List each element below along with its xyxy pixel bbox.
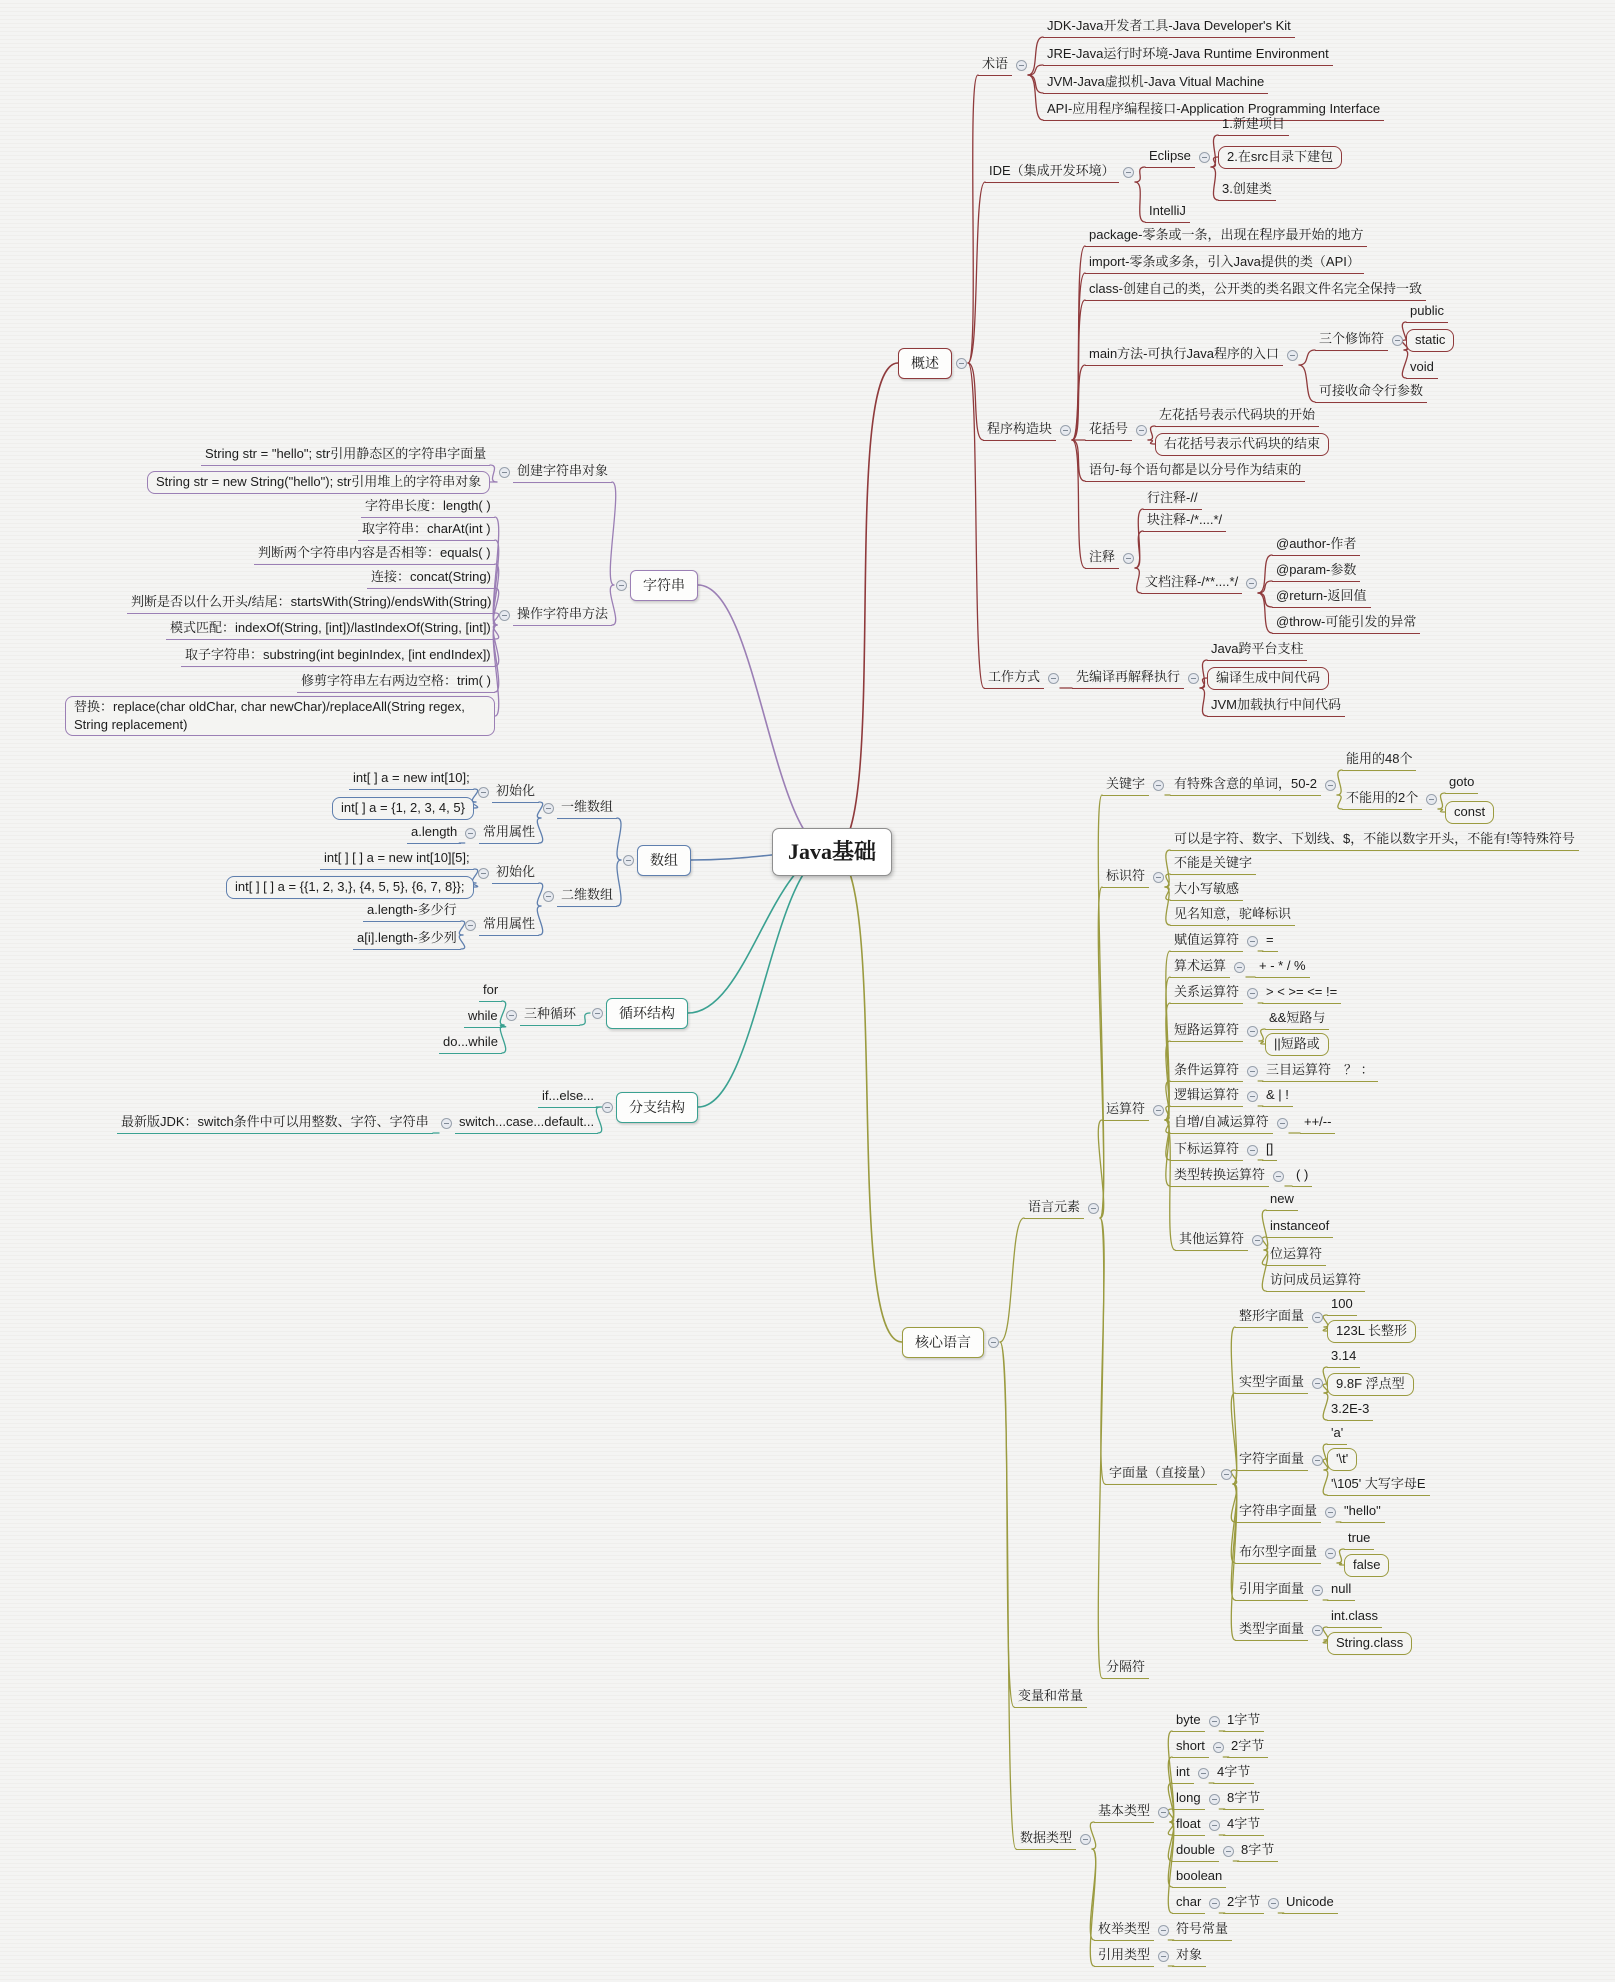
topic-lit5b[interactable]: false xyxy=(1344,1554,1389,1577)
collapse-icon[interactable] xyxy=(1209,1716,1220,1727)
topic-jvm[interactable]: JVM-Java虚拟机-Java Vitual Machine xyxy=(1043,72,1268,94)
topic-term[interactable]: 术语 xyxy=(978,54,1012,76)
topic-api[interactable]: API-应用程序编程接口-Application Programming Interface xyxy=(1043,99,1384,121)
topic-lfor[interactable]: for xyxy=(479,980,502,1002)
collapse-icon[interactable] xyxy=(1312,1585,1323,1596)
topic-a1[interactable]: int[ ] a = new int[10]; xyxy=(349,768,474,790)
topic-op10a[interactable]: new xyxy=(1266,1189,1298,1211)
topic-dim2[interactable]: 二维数组 xyxy=(557,885,617,907)
central-topic[interactable]: Java基础 xyxy=(772,828,892,876)
connector-line xyxy=(1135,531,1143,568)
connector-line xyxy=(1438,809,1445,812)
connector-line xyxy=(1211,167,1218,200)
topic-tcharu[interactable]: Unicode xyxy=(1282,1892,1338,1914)
connector-line xyxy=(832,852,902,1342)
collapse-icon[interactable] xyxy=(1325,1507,1336,1518)
topic-ref[interactable]: 引用类型 xyxy=(1094,1945,1154,1967)
topic-tdouble[interactable]: double xyxy=(1172,1840,1219,1862)
topic-lit7a[interactable]: int.class xyxy=(1327,1606,1382,1628)
topic-tlong[interactable]: long xyxy=(1172,1788,1205,1810)
collapse-icon[interactable] xyxy=(1234,962,1245,973)
topic-lwhile[interactable]: while xyxy=(464,1006,502,1028)
topic-tshortv[interactable]: 2字节 xyxy=(1227,1736,1268,1758)
topic-work[interactable]: 工作方式 xyxy=(984,667,1044,689)
collapse-icon[interactable] xyxy=(543,891,554,902)
collapse-icon[interactable] xyxy=(1213,1742,1224,1753)
topic-tlongv[interactable]: 8字节 xyxy=(1223,1788,1264,1810)
topic-co[interactable]: 核心语言 xyxy=(902,1327,984,1358)
topic-lit6v[interactable]: null xyxy=(1327,1579,1355,1601)
topic-lit3a[interactable]: 'a' xyxy=(1327,1423,1347,1445)
collapse-icon[interactable] xyxy=(1325,780,1336,791)
connector-line xyxy=(610,482,615,585)
collapse-icon[interactable] xyxy=(623,855,634,866)
connector-line xyxy=(472,789,477,802)
collapse-icon[interactable] xyxy=(465,920,476,931)
connector-line xyxy=(580,1013,590,1025)
collapse-icon[interactable] xyxy=(1268,1898,1279,1909)
collapse-icon[interactable] xyxy=(1153,780,1164,791)
topic-op2v[interactable]: + - * / % xyxy=(1255,956,1310,978)
collapse-icon[interactable] xyxy=(1198,1768,1209,1779)
collapse-icon[interactable] xyxy=(1252,1235,1263,1246)
topic-tdoublev[interactable]: 8字节 xyxy=(1237,1840,1278,1862)
collapse-icon[interactable] xyxy=(1080,1834,1091,1845)
collapse-icon[interactable] xyxy=(1277,1118,1288,1129)
topic-b1[interactable]: int[ ] [ ] a = new int[10][5]; xyxy=(320,848,474,870)
topic-bcmt[interactable]: 块注释-/*....*/ xyxy=(1143,510,1226,532)
topic-id4[interactable]: 见名知意，驼峰标识 xyxy=(1170,904,1295,926)
collapse-icon[interactable] xyxy=(988,1337,999,1348)
collapse-icon[interactable] xyxy=(1188,673,1199,684)
topic-tbool[interactable]: boolean xyxy=(1172,1866,1226,1888)
topic-r1[interactable]: a.length-多少行 xyxy=(363,900,461,922)
topic-sops[interactable]: 操作字符串方法 xyxy=(513,604,612,626)
topic-enum[interactable]: 枚举类型 xyxy=(1094,1919,1154,1941)
topic-mainm[interactable]: main方法-可执行Java程序的入口 xyxy=(1085,344,1283,366)
topic-bif[interactable]: if...else... xyxy=(538,1086,598,1108)
topic-lit3[interactable]: 字符字面量 xyxy=(1235,1449,1308,1471)
collapse-icon[interactable] xyxy=(1426,794,1437,805)
topic-pub[interactable]: public xyxy=(1406,301,1448,323)
topic-lit6[interactable]: 引用字面量 xyxy=(1235,1579,1308,1601)
topic-op[interactable]: 运算符 xyxy=(1102,1099,1149,1121)
collapse-icon[interactable] xyxy=(1016,60,1027,71)
topic-intellij[interactable]: IntelliJ xyxy=(1145,201,1190,223)
topic-dt[interactable]: 数据类型 xyxy=(1016,1828,1076,1850)
collapse-icon[interactable] xyxy=(1123,167,1134,178)
connector-line xyxy=(968,182,985,363)
topic-param[interactable]: @param-参数 xyxy=(1272,560,1360,582)
collapse-icon[interactable] xyxy=(1246,578,1257,589)
topic-prop1[interactable]: 常用属性 xyxy=(479,822,539,844)
topic-cmdarg[interactable]: 可接收命令行参数 xyxy=(1315,381,1427,403)
topic-lit2[interactable]: 实型字面量 xyxy=(1235,1372,1308,1394)
topic-lbrace[interactable]: 左花括号表示代码块的开始 xyxy=(1155,405,1319,427)
collapse-icon[interactable] xyxy=(1247,1091,1258,1102)
collapse-icon[interactable] xyxy=(1273,1171,1284,1182)
topic-op10c[interactable]: 位运算符 xyxy=(1266,1244,1326,1266)
collapse-icon[interactable] xyxy=(1312,1378,1323,1389)
collapse-icon[interactable] xyxy=(543,803,554,814)
topic-id3[interactable]: 大小写敏感 xyxy=(1170,879,1243,901)
collapse-icon[interactable] xyxy=(956,358,967,369)
topic-pcb[interactable]: 程序构造块 xyxy=(983,419,1056,441)
connector-line xyxy=(1000,1218,1024,1342)
topic-tshort[interactable]: short xyxy=(1172,1736,1209,1758)
topic-ov[interactable]: 概述 xyxy=(898,348,952,379)
topic-op9[interactable]: 类型转换运算符 xyxy=(1170,1165,1269,1187)
topic-pkg[interactable]: package-零条或一条，出现在程序最开始的地方 xyxy=(1085,225,1367,247)
topic-init1[interactable]: 初始化 xyxy=(492,781,539,803)
collapse-icon[interactable] xyxy=(441,1118,452,1129)
topic-op1[interactable]: 赋值运算符 xyxy=(1170,930,1243,952)
topic-jdk[interactable]: JDK-Java开发者工具-Java Developer's Kit xyxy=(1043,16,1295,38)
topic-s1[interactable]: String str = "hello"; str引用静态区的字符串字面量 xyxy=(201,444,490,466)
topic-ret[interactable]: @return-返回值 xyxy=(1272,586,1371,608)
collapse-icon[interactable] xyxy=(499,467,510,478)
collapse-icon[interactable] xyxy=(1199,152,1210,163)
collapse-icon[interactable] xyxy=(1312,1455,1323,1466)
collapse-icon[interactable] xyxy=(1123,553,1134,564)
connector-line xyxy=(698,585,832,852)
topic-lit2b[interactable]: 9.8F 浮点型 xyxy=(1327,1373,1414,1396)
topic-sep[interactable]: 分隔符 xyxy=(1102,1657,1149,1679)
collapse-icon[interactable] xyxy=(1312,1312,1323,1323)
topic-b2[interactable]: int[ ] [ ] a = {{1, 2, 3,}, {4, 5, 5}, {6, 7, 8}}; xyxy=(226,876,474,899)
connector-line xyxy=(1200,688,1207,716)
collapse-icon[interactable] xyxy=(1392,335,1403,346)
topic-scat[interactable]: 连接：concat(String) xyxy=(367,567,495,589)
collapse-icon[interactable] xyxy=(1153,872,1164,883)
topic-lp[interactable]: 循环结构 xyxy=(606,998,688,1029)
topic-dim1[interactable]: 一维数组 xyxy=(557,797,617,819)
topic-mod3[interactable]: 三个修饰符 xyxy=(1315,329,1388,351)
topic-op8[interactable]: 下标运算符 xyxy=(1170,1139,1243,1161)
topic-eclipse[interactable]: Eclipse xyxy=(1145,146,1195,168)
topic-kw48[interactable]: 能用的48个 xyxy=(1342,749,1416,771)
topic-lang[interactable]: 语言元素 xyxy=(1024,1197,1084,1219)
topic-op5v[interactable]: 三目运算符 ？ ： xyxy=(1262,1060,1378,1082)
topic-goto[interactable]: goto xyxy=(1445,772,1478,794)
topic-tintv[interactable]: 4字节 xyxy=(1213,1762,1254,1784)
collapse-icon[interactable] xyxy=(1247,988,1258,999)
topic-imp[interactable]: import-零条或多条，引入Java提供的类（API） xyxy=(1085,252,1364,274)
topic-op10d[interactable]: 访问成员运算符 xyxy=(1266,1270,1365,1292)
topic-cross[interactable]: Java跨平台支柱 xyxy=(1207,639,1307,661)
connector-line xyxy=(1098,1218,1103,1678)
connector-line xyxy=(968,75,978,363)
topic-id2[interactable]: 不能是关键字 xyxy=(1170,853,1256,875)
topic-lcmt[interactable]: 行注释-// xyxy=(1143,488,1202,510)
topic-kw2[interactable]: 不能用的2个 xyxy=(1342,788,1422,810)
topic-lit4[interactable]: 字符串字面量 xyxy=(1235,1501,1321,1523)
topic-lit5[interactable]: 布尔型字面量 xyxy=(1235,1542,1321,1564)
topic-varc[interactable]: 变量和常量 xyxy=(1014,1686,1087,1708)
connector-line xyxy=(1337,1549,1344,1563)
connector-line xyxy=(1090,1822,1095,1849)
topic-ldo[interactable]: do...while xyxy=(439,1032,502,1054)
connector-line xyxy=(1337,1563,1344,1565)
topic-slen[interactable]: 字符串长度：length( ) xyxy=(361,496,495,518)
collapse-icon[interactable] xyxy=(1136,425,1147,436)
topic-screate[interactable]: 创建字符串对象 xyxy=(513,461,612,483)
collapse-icon[interactable] xyxy=(592,1008,603,1019)
topic-schar[interactable]: 取字符串：charAt(int ) xyxy=(358,519,495,541)
connector-line xyxy=(1148,440,1155,444)
connector-line xyxy=(832,363,898,852)
topic-op4[interactable]: 短路运算符 xyxy=(1170,1020,1243,1042)
topic-lit2a[interactable]: 3.14 xyxy=(1327,1346,1360,1368)
topic-thr[interactable]: @throw-可能引发的异常 xyxy=(1272,612,1420,634)
topic-op10b[interactable]: instanceof xyxy=(1266,1216,1333,1238)
topic-tchar[interactable]: char xyxy=(1172,1892,1205,1914)
topic-op7v[interactable]: ++/-- xyxy=(1300,1112,1335,1134)
topic-author[interactable]: @author-作者 xyxy=(1272,534,1360,556)
topic-op4b[interactable]: ||短路或 xyxy=(1265,1033,1329,1056)
topic-lit1a[interactable]: 100 xyxy=(1327,1294,1357,1316)
connector-line xyxy=(1135,509,1143,568)
topic-r2[interactable]: a[i].length-多少列 xyxy=(353,928,461,950)
topic-op7[interactable]: 自增/自减运算符 xyxy=(1170,1112,1273,1134)
connector-line xyxy=(490,465,497,482)
collapse-icon[interactable] xyxy=(478,868,489,879)
connector-line xyxy=(1135,182,1145,222)
collapse-icon[interactable] xyxy=(1209,1794,1220,1805)
connector-line xyxy=(537,802,542,818)
topic-op5[interactable]: 条件运算符 xyxy=(1170,1060,1243,1082)
topic-sstart[interactable]: 判断是否以什么开头/结尾：startsWith(String)/endsWith(String) xyxy=(127,592,495,614)
connector-line xyxy=(688,852,832,1013)
collapse-icon[interactable] xyxy=(1060,425,1071,436)
collapse-icon[interactable] xyxy=(602,1102,613,1113)
topic-id1[interactable]: 可以是字符、数字、下划线、$，不能以数字开头，不能有!等特殊符号 xyxy=(1170,829,1579,851)
topic-op4a[interactable]: &&短路与 xyxy=(1265,1008,1329,1030)
topic-op3v[interactable]: > < >= <= != xyxy=(1262,982,1341,1004)
topic-tbytev[interactable]: 1字节 xyxy=(1223,1710,1264,1732)
collapse-icon[interactable] xyxy=(506,1010,517,1021)
topic-tcharv[interactable]: 2字节 xyxy=(1223,1892,1264,1914)
topic-jvmload[interactable]: JVM加载执行中间代码 xyxy=(1207,695,1345,717)
topic-op1v[interactable]: = xyxy=(1262,930,1278,952)
topic-prop2[interactable]: 常用属性 xyxy=(479,914,539,936)
topic-e1[interactable]: 1.新建项目 xyxy=(1218,114,1289,136)
collapse-icon[interactable] xyxy=(1158,1951,1169,1962)
topic-lit1b[interactable]: 123L 长整形 xyxy=(1327,1320,1416,1343)
connector-line xyxy=(1135,167,1145,182)
topic-lit7b[interactable]: String.class xyxy=(1327,1632,1412,1655)
collapse-icon[interactable] xyxy=(1247,936,1258,947)
topic-voi[interactable]: void xyxy=(1406,357,1438,379)
topic-enumv[interactable]: 符号常量 xyxy=(1172,1919,1232,1941)
connector-line xyxy=(617,818,621,860)
topic-kw[interactable]: 关键字 xyxy=(1102,774,1149,796)
topic-brace[interactable]: 花括号 xyxy=(1085,419,1132,441)
topic-op10[interactable]: 其他运算符 xyxy=(1175,1229,1248,1251)
topic-seq[interactable]: 判断两个字符串内容是否相等：equals( ) xyxy=(254,543,495,565)
collapse-icon[interactable] xyxy=(1209,1898,1220,1909)
collapse-icon[interactable] xyxy=(1088,1203,1099,1214)
connector-line xyxy=(1000,1342,1016,1849)
topic-loops3[interactable]: 三种循环 xyxy=(520,1004,580,1026)
topic-strim[interactable]: 修剪字符串左右两边空格：trim( ) xyxy=(297,671,495,693)
collapse-icon[interactable] xyxy=(1209,1820,1220,1831)
topic-e2[interactable]: 2.在src目录下建包 xyxy=(1218,146,1342,169)
collapse-icon[interactable] xyxy=(1048,673,1059,684)
topic-lit3c[interactable]: '\105' 大写字母E xyxy=(1327,1474,1430,1496)
topic-lit5a[interactable]: true xyxy=(1344,1528,1374,1550)
collapse-icon[interactable] xyxy=(1221,1469,1232,1480)
connector-line xyxy=(698,852,832,1107)
topic-lit2c[interactable]: 3.2E-3 xyxy=(1327,1399,1373,1421)
topic-op6[interactable]: 逻辑运算符 xyxy=(1170,1085,1243,1107)
topic-midcode[interactable]: 编译生成中间代码 xyxy=(1207,667,1329,690)
topic-op9v[interactable]: ( ) xyxy=(1292,1165,1312,1187)
connector-line xyxy=(1028,65,1043,75)
topic-kwd[interactable]: 有特殊含意的单词，50-2 xyxy=(1170,774,1321,796)
topic-cmt[interactable]: 注释 xyxy=(1085,547,1119,569)
connector-line xyxy=(1148,426,1155,440)
topic-ssub[interactable]: 取子字符串：substring(int beginIndex, [int endIndex]) xyxy=(181,645,495,667)
connector-line xyxy=(1258,581,1272,593)
topic-compile[interactable]: 先编译再解释执行 xyxy=(1072,667,1184,689)
collapse-icon[interactable] xyxy=(1312,1625,1323,1636)
topic-const[interactable]: const xyxy=(1445,801,1494,824)
topic-lit[interactable]: 字面量（直接量） xyxy=(1105,1463,1217,1485)
topic-br[interactable]: 分支结构 xyxy=(616,1092,698,1123)
topic-ide[interactable]: IDE（集成开发环境） xyxy=(985,161,1119,183)
topic-tbyte[interactable]: byte xyxy=(1172,1710,1205,1732)
topic-lit4v[interactable]: "hello" xyxy=(1340,1501,1385,1523)
collapse-icon[interactable] xyxy=(1153,1105,1164,1116)
collapse-icon[interactable] xyxy=(616,580,627,591)
topic-alen[interactable]: a.length xyxy=(407,822,461,844)
topic-st[interactable]: 字符串 xyxy=(630,570,698,601)
topic-s2[interactable]: String str = new String("hello"); str引用堆上的字符串对象 xyxy=(147,471,490,494)
topic-sidx[interactable]: 模式匹配：indexOf(String, [int])/lastIndexOf(String, [int]) xyxy=(166,618,495,640)
collapse-icon[interactable] xyxy=(1223,1846,1234,1857)
topic-lit1[interactable]: 整形字面量 xyxy=(1235,1306,1308,1328)
collapse-icon[interactable] xyxy=(478,787,489,798)
topic-bjdk[interactable]: 最新版JDK：switch条件中可以用整数、字符、字符串 xyxy=(117,1112,433,1134)
topic-init2[interactable]: 初始化 xyxy=(492,862,539,884)
topic-stmt[interactable]: 语句-每个语句都是以分号作为结束的 xyxy=(1085,460,1305,482)
collapse-icon[interactable] xyxy=(1158,1807,1169,1818)
topic-op3[interactable]: 关系运算符 xyxy=(1170,982,1243,1004)
topic-rbrace[interactable]: 右花括号表示代码块的结束 xyxy=(1155,433,1329,456)
topic-op6v[interactable]: & | ! xyxy=(1262,1085,1293,1107)
topic-cls[interactable]: class-创建自己的类，公开类的类名跟文件名完全保持一致 xyxy=(1085,279,1426,301)
connector-line xyxy=(968,363,983,440)
topic-e3[interactable]: 3.创建类 xyxy=(1218,179,1276,201)
collapse-icon[interactable] xyxy=(1247,1145,1258,1156)
topic-dcmt[interactable]: 文档注释-/**....*/ xyxy=(1141,572,1242,594)
topic-ident[interactable]: 标识符 xyxy=(1102,866,1149,888)
topic-lit3b[interactable]: '\t' xyxy=(1327,1448,1357,1471)
topic-lit7[interactable]: 类型字面量 xyxy=(1235,1619,1308,1641)
collapse-icon[interactable] xyxy=(465,828,476,839)
collapse-icon[interactable] xyxy=(1158,1925,1169,1936)
topic-op2[interactable]: 算术运算 xyxy=(1170,956,1230,978)
topic-op8v[interactable]: [] xyxy=(1262,1139,1277,1161)
collapse-icon[interactable] xyxy=(1287,350,1298,361)
connector-line xyxy=(537,883,542,906)
collapse-icon[interactable] xyxy=(499,610,510,621)
connector-line xyxy=(1438,793,1445,809)
collapse-icon[interactable] xyxy=(1247,1066,1258,1077)
connector-line xyxy=(1299,350,1315,365)
topic-bsw[interactable]: switch...case...default... xyxy=(455,1112,598,1134)
topic-basic[interactable]: 基本类型 xyxy=(1094,1801,1154,1823)
topic-srepl[interactable]: 替换：replace(char oldChar, char newChar)/replaceAll(String regex, String replacement) xyxy=(65,696,495,736)
topic-a2[interactable]: int[ ] a = {1, 2, 3, 4, 5} xyxy=(332,797,474,820)
topic-refv[interactable]: 对象 xyxy=(1172,1945,1206,1967)
topic-ar[interactable]: 数组 xyxy=(637,845,691,876)
collapse-icon[interactable] xyxy=(1325,1548,1336,1559)
topic-tfloat[interactable]: float xyxy=(1172,1814,1205,1836)
topic-jre[interactable]: JRE-Java运行时环境-Java Runtime Environment xyxy=(1043,44,1333,66)
topic-sta[interactable]: static xyxy=(1406,329,1454,352)
connector-line xyxy=(617,860,621,906)
collapse-icon[interactable] xyxy=(1247,1026,1258,1037)
connector-line xyxy=(1299,365,1315,402)
topic-tfloatv[interactable]: 4字节 xyxy=(1223,1814,1264,1836)
topic-tint[interactable]: int xyxy=(1172,1762,1194,1784)
